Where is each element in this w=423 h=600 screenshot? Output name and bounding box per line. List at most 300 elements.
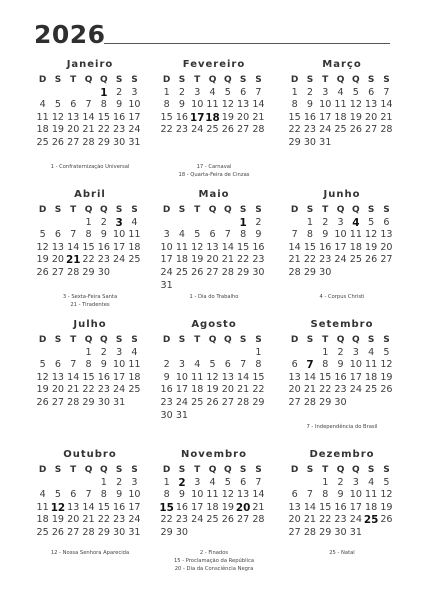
- day-grid: [35, 204, 145, 280]
- empty-day: [190, 217, 205, 230]
- weekday-header: Q: [352, 465, 360, 475]
- day: 5: [39, 359, 46, 371]
- day: 4: [209, 476, 216, 488]
- day: 25: [349, 254, 362, 266]
- day: 20: [237, 111, 250, 123]
- day: 15: [237, 241, 250, 253]
- empty-day: [287, 347, 302, 360]
- day: 16: [175, 501, 189, 513]
- empty-day: [190, 347, 205, 360]
- month-maio: [159, 188, 269, 292]
- day: 7: [240, 359, 247, 371]
- day: 1: [100, 476, 107, 488]
- day: 20: [221, 384, 234, 396]
- day: 11: [334, 99, 347, 111]
- day: 14: [82, 501, 95, 513]
- day: 15: [303, 241, 317, 253]
- day: 28: [237, 396, 250, 408]
- weekday-header: S: [367, 335, 375, 345]
- day: 11: [36, 501, 49, 513]
- weekday-header: S: [255, 205, 262, 215]
- month-março: [287, 58, 397, 150]
- day: 9: [100, 229, 107, 241]
- day: 9: [322, 229, 329, 241]
- day: 6: [70, 489, 77, 501]
- weekday-header: S: [367, 75, 375, 85]
- day: 11: [175, 241, 189, 253]
- day: 28: [303, 396, 317, 408]
- weekday-header: D: [162, 75, 171, 85]
- day: 26: [349, 124, 362, 136]
- day: 29: [97, 136, 110, 148]
- day: 1: [163, 476, 170, 488]
- weekday-header: Q: [84, 465, 93, 475]
- day: 21: [237, 384, 250, 396]
- day: 24: [334, 254, 347, 266]
- day: 23: [160, 396, 173, 408]
- day: 14: [82, 111, 95, 123]
- day: 25: [36, 136, 49, 148]
- weekday-header: S: [306, 205, 314, 215]
- day: 26: [36, 396, 49, 408]
- weekday-header: Q: [208, 75, 217, 85]
- day: 16: [113, 501, 126, 513]
- day: 18: [36, 124, 49, 136]
- weekday-header: Q: [352, 205, 360, 215]
- day: 23: [334, 514, 347, 526]
- day: 24: [319, 124, 332, 136]
- day: 2: [178, 86, 185, 98]
- day: 27: [365, 124, 378, 136]
- holiday-day: 25: [363, 514, 379, 527]
- weekday-header: S: [131, 465, 138, 475]
- month-outubro: [35, 448, 145, 540]
- day: 9: [100, 359, 107, 371]
- weekday-header: D: [38, 335, 47, 345]
- weekday-header: S: [54, 205, 62, 215]
- day: 24: [160, 266, 173, 278]
- day: 13: [288, 371, 301, 383]
- day: 18: [175, 254, 189, 266]
- day: 18: [36, 514, 49, 526]
- day: 29: [319, 396, 332, 408]
- day: 28: [67, 396, 80, 408]
- day: 2: [100, 216, 107, 228]
- day: 29: [319, 526, 332, 538]
- day: 7: [255, 86, 262, 98]
- day: 11: [206, 99, 219, 111]
- day: 12: [206, 371, 219, 383]
- day: 12: [365, 229, 378, 241]
- day: 7: [255, 476, 262, 488]
- empty-day: [159, 347, 174, 360]
- weekday-header: Q: [84, 75, 93, 85]
- day: 25: [128, 254, 141, 266]
- day: 19: [221, 501, 234, 513]
- day: 7: [85, 489, 92, 501]
- weekday-header: S: [239, 465, 247, 475]
- day: 28: [221, 266, 234, 278]
- empty-day: [35, 347, 50, 360]
- day: 1: [322, 476, 329, 488]
- day: 19: [349, 111, 362, 123]
- weekday-header: Q: [100, 335, 108, 345]
- day: 26: [206, 396, 219, 408]
- weekday-header: Q: [208, 205, 217, 215]
- day: 30: [160, 409, 173, 421]
- day: 25: [128, 384, 141, 396]
- day: 24: [128, 514, 141, 526]
- day: 24: [113, 254, 126, 266]
- month-name: Setembro: [310, 319, 374, 330]
- day: 5: [368, 216, 375, 228]
- day: 18: [128, 241, 141, 253]
- month-name: Agosto: [191, 319, 237, 330]
- day: 20: [380, 241, 393, 253]
- day: 14: [221, 241, 234, 253]
- empty-day: [174, 347, 189, 360]
- holiday-note: 7 - Independência do Brasil: [306, 424, 378, 430]
- weekday-header: S: [255, 335, 262, 345]
- day: 12: [380, 359, 393, 371]
- day-grid: [159, 204, 269, 292]
- holiday-notes: [149, 293, 279, 301]
- day: 6: [240, 476, 247, 488]
- weekday-header: D: [290, 75, 299, 85]
- day: 5: [39, 229, 46, 241]
- weekday-header: T: [70, 465, 77, 475]
- weekday-header: Q: [208, 335, 217, 345]
- day: 27: [51, 396, 65, 408]
- weekday-header: S: [115, 75, 123, 85]
- day: 13: [365, 99, 378, 111]
- day: 14: [288, 241, 301, 253]
- weekday-header: T: [322, 75, 329, 85]
- day: 28: [303, 526, 317, 538]
- day: 4: [368, 346, 375, 358]
- day: 31: [128, 526, 141, 538]
- year-header: [34, 20, 390, 50]
- empty-day: [35, 477, 50, 490]
- holiday-day: 21: [66, 254, 81, 267]
- weekday-header: D: [162, 335, 171, 345]
- empty-day: [287, 477, 302, 490]
- month-setembro: [287, 318, 397, 410]
- day: 3: [352, 346, 359, 358]
- holiday-day: 17: [190, 111, 205, 124]
- day: 2: [163, 359, 170, 371]
- day: 1: [306, 216, 313, 228]
- day: 29: [252, 396, 265, 408]
- day: 3: [131, 476, 138, 488]
- weekday-header: Q: [336, 465, 345, 475]
- holiday-day: 15: [159, 501, 174, 514]
- day: 21: [82, 124, 95, 136]
- day: 4: [209, 86, 216, 98]
- weekday-header: S: [383, 205, 390, 215]
- day: 12: [349, 99, 362, 111]
- holiday-day: 3: [115, 216, 123, 229]
- weekday-header: S: [178, 335, 186, 345]
- holiday-day: 4: [352, 216, 360, 229]
- weekday-header: Q: [84, 205, 93, 215]
- day: 6: [224, 359, 231, 371]
- day: 17: [160, 254, 173, 266]
- day: 11: [36, 111, 49, 123]
- day: 23: [303, 124, 317, 136]
- day: 18: [349, 241, 362, 253]
- day: 8: [291, 99, 298, 111]
- day: 10: [128, 99, 141, 111]
- empty-day: [174, 217, 189, 230]
- day: 8: [322, 489, 329, 501]
- day: 20: [365, 111, 378, 123]
- day: 5: [54, 489, 61, 501]
- day: 25: [36, 526, 49, 538]
- day: 16: [303, 111, 317, 123]
- day: 30: [113, 526, 126, 538]
- day: 10: [113, 359, 126, 371]
- weekday-header: S: [383, 335, 390, 345]
- weekday-header: Q: [224, 75, 232, 85]
- day: 17: [349, 371, 362, 383]
- day-grid: [35, 74, 145, 150]
- day: 20: [51, 254, 65, 266]
- day: 11: [128, 359, 141, 371]
- holiday-day: 2: [178, 476, 186, 489]
- day: 9: [178, 99, 185, 111]
- holiday-note: 15 - Proclamação da República: [173, 558, 255, 564]
- day: 13: [67, 501, 80, 513]
- day: 25: [175, 266, 189, 278]
- holiday-notes: [277, 549, 407, 557]
- day: 26: [51, 526, 65, 538]
- day: 5: [352, 86, 359, 98]
- day: 23: [319, 254, 332, 266]
- day: 15: [160, 111, 173, 123]
- day: 8: [100, 99, 107, 111]
- day: 23: [97, 254, 110, 266]
- day: 8: [163, 99, 170, 111]
- day: 8: [306, 229, 313, 241]
- day: 4: [194, 359, 201, 371]
- day: 3: [322, 86, 329, 98]
- day: 13: [237, 489, 250, 501]
- day: 19: [51, 124, 65, 136]
- empty-day: [66, 477, 81, 490]
- day: 29: [82, 266, 95, 278]
- empty-day: [287, 217, 302, 230]
- day: 19: [191, 254, 204, 266]
- day: 4: [337, 86, 344, 98]
- empty-day: [66, 347, 81, 360]
- day: 21: [82, 514, 95, 526]
- weekday-header: S: [115, 205, 123, 215]
- day: 16: [334, 371, 347, 383]
- day: 22: [319, 514, 332, 526]
- empty-day: [35, 217, 50, 230]
- day: 29: [82, 396, 95, 408]
- day: 30: [319, 266, 332, 278]
- month-name: Julho: [73, 319, 107, 330]
- day: 13: [206, 241, 219, 253]
- month-name: Fevereiro: [182, 59, 246, 70]
- day: 9: [255, 229, 262, 241]
- day: 12: [221, 99, 234, 111]
- day: 11: [365, 359, 378, 371]
- weekday-header: S: [131, 75, 138, 85]
- day: 21: [221, 254, 234, 266]
- day: 21: [252, 501, 265, 513]
- day: 6: [54, 359, 61, 371]
- day: 7: [85, 99, 92, 111]
- weekday-header: S: [178, 205, 186, 215]
- weekday-header: S: [306, 465, 314, 475]
- day: 22: [237, 254, 250, 266]
- day: 19: [36, 254, 49, 266]
- day: 25: [206, 514, 219, 526]
- holiday-note: 12 - Nossa Senhora Aparecida: [50, 550, 130, 556]
- weekday-header: Q: [336, 335, 345, 345]
- day: 26: [221, 514, 234, 526]
- day: 8: [240, 229, 247, 241]
- weekday-header: T: [322, 465, 329, 475]
- day: 10: [334, 229, 347, 241]
- day: 28: [252, 124, 265, 136]
- day: 10: [191, 99, 204, 111]
- day: 13: [380, 229, 393, 241]
- day: 14: [252, 489, 265, 501]
- day: 27: [380, 254, 393, 266]
- weekday-header: Q: [84, 335, 93, 345]
- day: 7: [383, 86, 390, 98]
- holiday-note: 20 - Dia da Consciência Negra: [174, 566, 254, 572]
- day: 30: [113, 136, 126, 148]
- day: 1: [322, 346, 329, 358]
- day: 17: [113, 371, 126, 383]
- day: 30: [97, 266, 110, 278]
- day: 14: [303, 371, 317, 383]
- day: 10: [175, 371, 189, 383]
- holiday-note: 21 - Tiradentes: [70, 302, 110, 308]
- weekday-header: T: [70, 205, 77, 215]
- holiday-day: 12: [50, 501, 66, 514]
- weekday-header: Q: [352, 75, 360, 85]
- day: 22: [288, 124, 301, 136]
- day: 18: [128, 371, 141, 383]
- weekday-header: D: [38, 75, 47, 85]
- holiday-note: 1 - Confraternização Universal: [50, 164, 130, 170]
- day: 30: [252, 266, 265, 278]
- weekday-header: Q: [352, 335, 360, 345]
- day: 22: [97, 124, 110, 136]
- year-underline: [104, 43, 390, 44]
- holiday-day: 20: [235, 501, 251, 514]
- empty-day: [81, 477, 96, 490]
- month-abril: [35, 188, 145, 280]
- month-name: Maio: [198, 189, 230, 200]
- day: 6: [291, 359, 298, 371]
- weekday-header: D: [290, 335, 299, 345]
- day: 3: [194, 476, 201, 488]
- day: 4: [368, 476, 375, 488]
- day: 24: [175, 396, 189, 408]
- holiday-notes: [25, 293, 155, 309]
- day: 27: [288, 526, 301, 538]
- day: 22: [252, 384, 265, 396]
- day: 5: [383, 476, 390, 488]
- day: 3: [352, 476, 359, 488]
- day: 28: [288, 266, 301, 278]
- month-julho: [35, 318, 145, 410]
- empty-day: [35, 87, 50, 100]
- holiday-notes: [149, 163, 279, 179]
- month-name: Outubro: [63, 449, 117, 460]
- weekday-header: Q: [100, 205, 108, 215]
- day: 5: [224, 476, 231, 488]
- day: 1: [85, 346, 92, 358]
- day: 12: [380, 489, 393, 501]
- day: 20: [206, 254, 219, 266]
- day: 23: [97, 384, 110, 396]
- month-junho: [287, 188, 397, 280]
- empty-day: [50, 477, 65, 490]
- day: 31: [349, 526, 362, 538]
- weekday-header: Q: [100, 75, 108, 85]
- day: 26: [365, 254, 378, 266]
- weekday-header: Q: [336, 205, 345, 215]
- day: 8: [100, 489, 107, 501]
- empty-day: [220, 217, 235, 230]
- holiday-notes: [25, 549, 155, 557]
- day: 26: [51, 136, 65, 148]
- day: 21: [303, 384, 317, 396]
- empty-day: [66, 217, 81, 230]
- holiday-note: 2 - Finados: [199, 550, 229, 556]
- day: 8: [85, 229, 92, 241]
- day: 11: [191, 371, 204, 383]
- empty-day: [220, 347, 235, 360]
- day: 26: [36, 266, 49, 278]
- empty-day: [302, 477, 317, 490]
- day: 28: [67, 266, 80, 278]
- month-fevereiro: [159, 58, 269, 137]
- day: 27: [237, 124, 250, 136]
- day: 23: [334, 384, 347, 396]
- weekday-header: S: [306, 75, 314, 85]
- weekday-header: T: [194, 75, 201, 85]
- day: 23: [113, 514, 126, 526]
- day: 11: [349, 229, 362, 241]
- day: 17: [175, 384, 189, 396]
- day: 2: [255, 216, 262, 228]
- day: 29: [97, 526, 110, 538]
- day: 15: [97, 501, 110, 513]
- day: 2: [116, 86, 123, 98]
- day: 21: [288, 254, 301, 266]
- day: 5: [383, 346, 390, 358]
- day: 27: [51, 266, 65, 278]
- day: 24: [191, 124, 204, 136]
- day: 14: [67, 371, 80, 383]
- day: 7: [291, 229, 298, 241]
- weekday-header: T: [194, 335, 201, 345]
- day: 16: [252, 241, 265, 253]
- day: 6: [70, 99, 77, 111]
- day: 5: [194, 229, 201, 241]
- empty-day: [50, 347, 65, 360]
- holiday-notes: [149, 549, 279, 573]
